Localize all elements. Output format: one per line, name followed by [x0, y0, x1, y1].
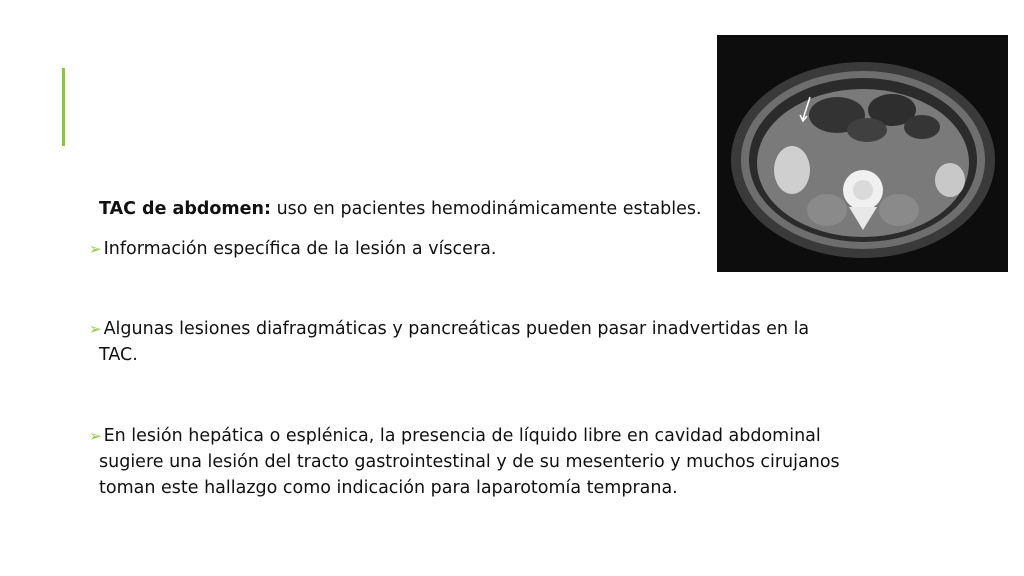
bullet-line: Algunas lesiones diafragmáticas y pancreáticas pueden pasar inadvertidas en la: [103, 319, 810, 339]
bullet-continuation: toman este hallazgo como indicación para laparotomía temprana.: [99, 478, 678, 498]
bullet-line: En lesión hepática o esplénica, la presencia de líquido libre en cavidad abdominal: [103, 426, 821, 446]
bullet-item: [89, 423, 821, 449]
arrowhead-bullet-icon: ➢: [89, 320, 102, 338]
lead-text: uso en pacientes hemodinámicamente estables.: [271, 199, 702, 219]
accent-bar: [62, 68, 65, 146]
bullet-continuation: sugiere una lesión del tracto gastrointestinal y de su mesenterio y muchos cirujanos: [99, 452, 840, 472]
arrowhead-bullet-icon: ➢: [89, 240, 102, 258]
ct-scan-image: [717, 35, 1008, 272]
bullet-line: Información específica de la lesión a víscera.: [103, 239, 497, 259]
lead-paragraph: [99, 196, 702, 222]
arrowhead-bullet-icon: ➢: [89, 427, 102, 445]
bullet-continuation: TAC.: [99, 345, 138, 365]
bullet-item: [89, 236, 496, 262]
lead-heading: TAC de abdomen:: [99, 199, 271, 219]
bullet-item: [89, 316, 809, 342]
